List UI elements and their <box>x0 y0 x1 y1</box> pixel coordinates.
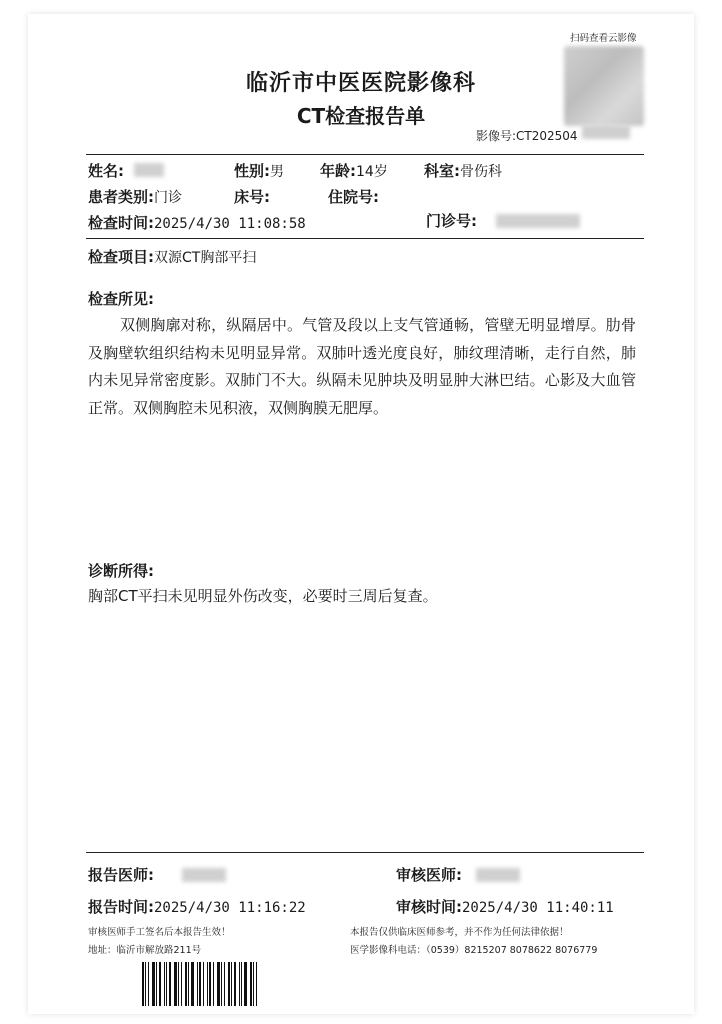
gender-label: 性别: <box>234 162 270 180</box>
bed-field <box>234 186 270 207</box>
barcode-bar <box>203 962 204 1006</box>
barcode-bar <box>256 962 257 1006</box>
barcode-bar <box>209 962 211 1006</box>
hospital-name: 临沂市中医医院影像科 <box>245 71 476 96</box>
barcode-bar <box>250 962 252 1006</box>
barcode-bar <box>188 962 189 1006</box>
barcode-bar <box>142 962 144 1006</box>
barcode-bar <box>197 962 198 1006</box>
exam-time-value: 2025/4/30 11:08:58 <box>154 216 306 232</box>
barcode-bar <box>166 962 167 1006</box>
barcode-bar <box>164 962 165 1006</box>
barcode-bar <box>152 962 155 1006</box>
barcode-bar <box>148 962 149 1006</box>
barcode-bar <box>178 962 179 1006</box>
barcode-bar <box>174 962 177 1006</box>
review-time-label: 审核时间: <box>396 898 462 916</box>
dept-field <box>424 160 502 181</box>
report-doctor-field <box>88 864 154 885</box>
barcode-bar <box>185 962 187 1006</box>
inpatient-field <box>328 186 379 207</box>
age-field <box>320 160 388 181</box>
barcode-bar <box>169 962 171 1006</box>
report-time-label: 报告时间: <box>88 898 154 916</box>
divider-top <box>86 154 644 155</box>
dept-label: 科室: <box>424 162 460 180</box>
clinic-no-field <box>426 210 477 231</box>
gender-value: 男 <box>270 164 284 180</box>
exam-time-field <box>88 212 306 233</box>
review-doctor-label: 审核医师: <box>396 866 462 884</box>
diagnosis-text: 胸部CT平扫未见明显外伤改变，必要时三周后复查。 <box>88 587 438 605</box>
category-label: 患者类别: <box>88 188 154 206</box>
barcode-bar <box>241 962 242 1006</box>
note-disclaimer: 本报告仅供临床医师参考，并不作为任何法律依据！ <box>350 927 569 938</box>
review-doctor-field <box>396 864 462 885</box>
report-doctor-label: 报告医师: <box>88 866 154 884</box>
redacted-clinic-no <box>496 214 580 228</box>
age-label: 年龄: <box>320 162 356 180</box>
barcode-bar <box>239 962 240 1006</box>
barcode-bar <box>145 962 146 1006</box>
barcode-bar <box>221 962 222 1006</box>
age-value: 14岁 <box>356 164 388 180</box>
barcode-bar <box>199 962 201 1006</box>
image-number <box>476 127 578 144</box>
barcode-bar <box>181 962 182 1006</box>
divider-patient <box>86 238 644 239</box>
barcode-bar <box>231 962 232 1006</box>
name-label: 姓名: <box>88 162 124 180</box>
barcode-bar <box>217 962 220 1006</box>
image-number-label: 影像号: <box>476 129 517 143</box>
exam-time-label: 检查时间: <box>88 214 154 232</box>
review-time-value: 2025/4/30 11:40:11 <box>462 900 614 916</box>
qr-label: 扫码查看云影像 <box>570 33 637 44</box>
category-field <box>88 186 182 207</box>
barcode-bar <box>191 962 194 1006</box>
barcode-bar <box>244 962 247 1006</box>
findings-label: 检查所见: <box>88 290 154 308</box>
findings-text: 双侧胸廓对称，纵隔居中。气管及段以上支气管通畅，管壁无明显增厚。肋骨及胸壁软组织结构未见明显异常。双肺叶透光度良好，肺纹理清晰，走行自然，肺内未见异常密度影。双肺门不大。纵隔未见肿块及明显肿大淋巴结。心影及大血管正常。双侧胸腔未见积液，双侧胸膜无肥厚。 <box>88 316 636 417</box>
department-phone: 医学影像科电话：（0539）8215207 8078622 8076779 <box>350 945 598 956</box>
exam-item-value: 双源CT胸部平扫 <box>154 250 257 266</box>
report-time-value: 2025/4/30 11:16:22 <box>154 900 306 916</box>
report-time-field <box>88 896 306 917</box>
barcode-bar <box>224 962 225 1006</box>
dept-value: 骨伤科 <box>460 164 502 180</box>
barcode-icon <box>142 962 262 1006</box>
report-title: CT检查报告单 <box>296 104 426 128</box>
redacted-review-doctor <box>476 868 520 882</box>
redacted-image-number <box>582 125 630 139</box>
bed-label: 床号: <box>234 188 270 206</box>
barcode-bar <box>234 962 236 1006</box>
exam-item-field <box>88 246 256 267</box>
divider-footer <box>86 852 644 853</box>
barcode-bar <box>253 962 254 1006</box>
barcode-bar <box>159 962 161 1006</box>
barcode-bar <box>213 962 214 1006</box>
gender-field <box>234 160 284 181</box>
note-signature: 审核医师手工签名后本报告生效！ <box>88 927 231 938</box>
review-time-field <box>396 896 614 917</box>
barcode-bar <box>156 962 157 1006</box>
name-field <box>88 160 124 181</box>
address: 地址：临沂市解放路211号 <box>88 945 202 956</box>
category-value: 门诊 <box>154 190 182 206</box>
image-number-value: CT202504 <box>516 129 578 143</box>
redacted-name <box>134 163 164 177</box>
redacted-report-doctor <box>182 868 226 882</box>
barcode-bar <box>228 962 230 1006</box>
inpatient-label: 住院号: <box>328 188 379 206</box>
barcode-bar <box>207 962 208 1006</box>
diagnosis-label: 诊断所得: <box>88 562 154 580</box>
exam-item-label: 检查项目: <box>88 248 154 266</box>
clinic-no-label: 门诊号: <box>426 212 477 230</box>
